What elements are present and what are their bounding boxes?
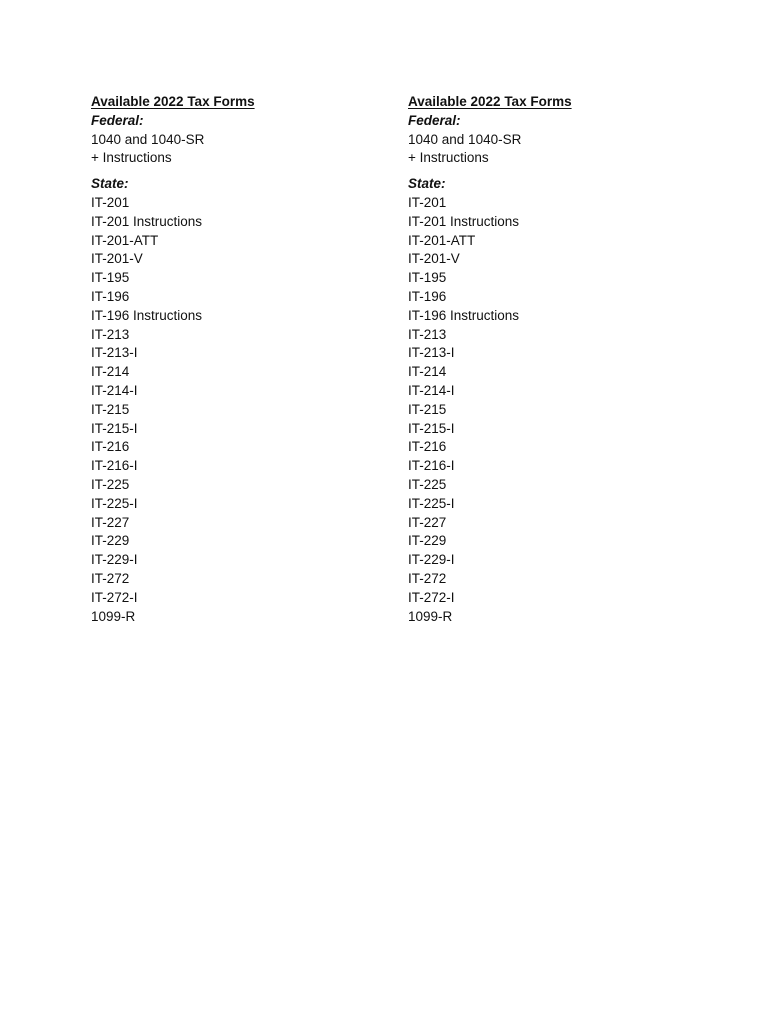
- state-label: State:: [91, 176, 129, 192]
- state-form-item: IT-214: [91, 364, 130, 380]
- state-form-item: IT-225: [408, 476, 447, 492]
- state-form-item: IT-201 Instructions: [91, 213, 203, 229]
- state-form-item: IT-201: [91, 194, 130, 210]
- tax-forms-column-right: [408, 93, 708, 626]
- state-form-item: IT-216: [408, 439, 447, 455]
- state-form-item: IT-227: [408, 514, 447, 530]
- column-heading: Available 2022 Tax Forms: [408, 94, 572, 109]
- state-form-item: IT-201: [408, 194, 447, 210]
- state-form-item: IT-229-I: [91, 552, 138, 568]
- state-form-item: IT-215: [408, 401, 447, 417]
- state-form-item: IT-201-ATT: [91, 232, 159, 248]
- state-form-item: 1099-R: [91, 608, 136, 624]
- state-form-item: IT-196 Instructions: [91, 307, 203, 323]
- federal-label: Federal:: [91, 112, 144, 128]
- state-form-item: IT-272-I: [408, 589, 455, 605]
- state-form-item: IT-213: [91, 326, 130, 342]
- federal-form-line: 1040 and 1040-SR: [91, 131, 205, 147]
- state-form-item: IT-272: [408, 570, 447, 586]
- federal-instructions-line: + Instructions: [408, 150, 489, 166]
- state-form-item: IT-201-V: [91, 251, 143, 267]
- state-form-item: IT-196: [91, 288, 130, 304]
- state-form-item: IT-216: [91, 439, 130, 455]
- state-form-item: IT-201 Instructions: [408, 213, 520, 229]
- state-forms-list: [408, 194, 708, 626]
- federal-form-line: 1040 and 1040-SR: [408, 131, 522, 147]
- state-form-item: IT-225: [91, 476, 130, 492]
- state-form-item: IT-227: [91, 514, 130, 530]
- state-form-item: IT-215-I: [91, 420, 138, 436]
- state-form-item: IT-213-I: [91, 345, 138, 361]
- state-form-item: IT-215: [91, 401, 130, 417]
- state-form-item: IT-213-I: [408, 345, 455, 361]
- state-form-item: 1099-R: [408, 608, 453, 624]
- state-form-item: IT-201-ATT: [408, 232, 476, 248]
- state-form-item: IT-214: [408, 364, 447, 380]
- federal-instructions-line: + Instructions: [91, 150, 172, 166]
- state-form-item: IT-272-I: [91, 589, 138, 605]
- state-form-item: IT-215-I: [408, 420, 455, 436]
- state-form-item: IT-195: [91, 270, 130, 286]
- state-form-item: IT-272: [91, 570, 130, 586]
- tax-forms-column-left: [91, 93, 391, 626]
- state-form-item: IT-229-I: [408, 552, 455, 568]
- column-heading: Available 2022 Tax Forms: [91, 94, 255, 109]
- state-form-item: IT-225-I: [91, 495, 138, 511]
- state-form-item: IT-196: [408, 288, 447, 304]
- state-form-item: IT-196 Instructions: [408, 307, 520, 323]
- state-form-item: IT-229: [91, 533, 130, 549]
- state-form-item: IT-216-I: [408, 458, 455, 474]
- state-form-item: IT-214-I: [91, 382, 138, 398]
- state-form-item: IT-201-V: [408, 251, 460, 267]
- state-forms-list: [91, 194, 391, 626]
- state-form-item: IT-213: [408, 326, 447, 342]
- state-form-item: IT-216-I: [91, 458, 138, 474]
- state-label: State:: [408, 176, 446, 192]
- state-form-item: IT-229: [408, 533, 447, 549]
- state-form-item: IT-225-I: [408, 495, 455, 511]
- federal-label: Federal:: [408, 112, 461, 128]
- state-form-item: IT-214-I: [408, 382, 455, 398]
- state-form-item: IT-195: [408, 270, 447, 286]
